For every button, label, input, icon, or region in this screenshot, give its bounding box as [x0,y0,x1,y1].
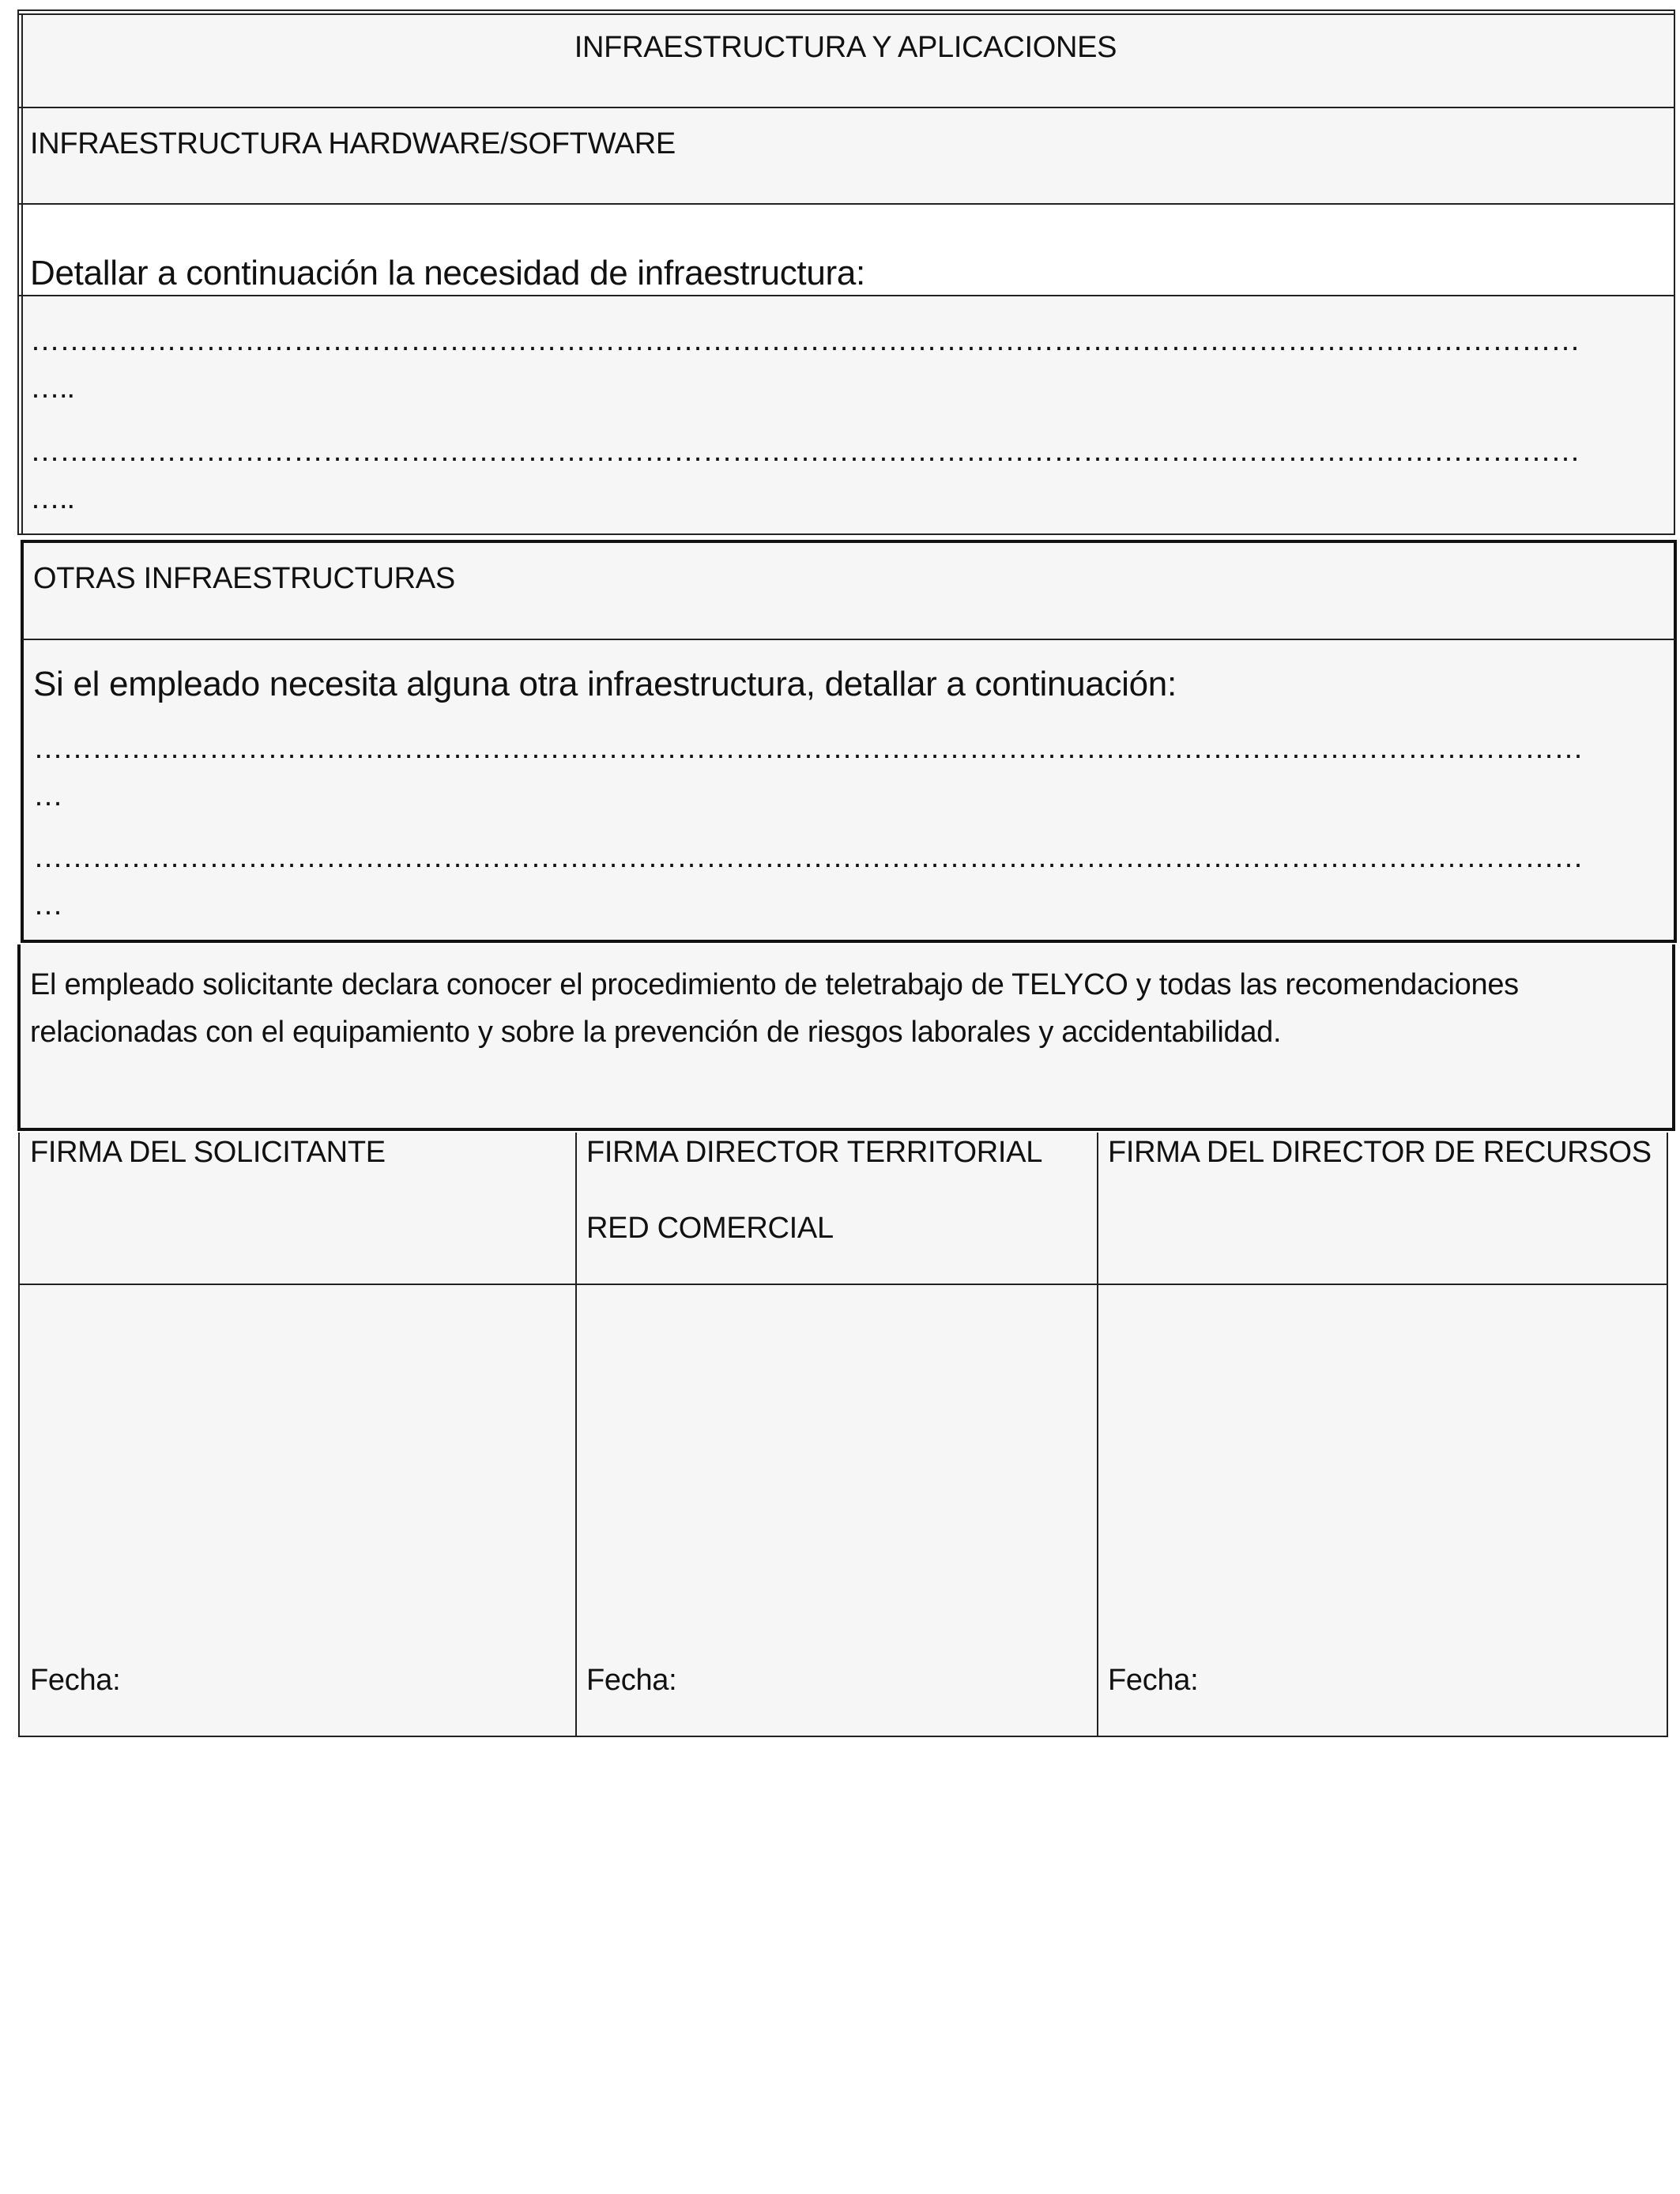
signature-director-recursos-title: FIRMA DEL DIRECTOR DE RECURSOS [1108,1136,1652,1169]
heading-divider [17,203,1675,205]
dotted-answer-line: …………………………………………………………………………………………………………………………………………… [33,843,1583,873]
declaration-line-1: El empleado solicitante declara conocer el procedimiento de teletrabajo de TELYCO y todas las recomendaciones [30,968,1519,1001]
divider [22,639,1675,640]
declaration-line-2: relacionadas con el equipamiento y sobre la prevención de riesgos laborales y accidentabilidad. [30,1016,1282,1049]
section1-bottom-rule [17,533,1675,535]
dotted-answer-line-tail: … [33,890,62,920]
signature-director-territorial-field[interactable] [578,1287,1095,1658]
date-label: Fecha: [1108,1664,1199,1697]
table-column-divider [575,1133,577,1737]
title-divider [17,107,1675,108]
otras-prompt: Si el empleado necesita alguna otra infraestructura, detallar a continuación: [33,665,1177,703]
dotted-answer-line: …………………………………………………………………………………………………………………………………………… [33,733,1583,763]
dotted-answer-line: …………………………………………………………………………………………………………………………………………… [30,326,1580,356]
table-column-divider [1097,1133,1098,1737]
section-title: INFRAESTRUCTURA Y APLICACIONES [574,31,1117,64]
table-right-border [1667,1133,1668,1737]
top-rule [17,13,1675,15]
section1-right-border [1674,9,1675,535]
date-label: Fecha: [30,1664,121,1697]
table-left-border [18,1133,20,1737]
signature-applicant-field[interactable] [21,1287,574,1658]
prompt-divider [17,295,1675,296]
detail-prompt: Detallar a continuación la necesidad de infraestructura: [30,254,865,292]
otras-heading: OTRAS INFRAESTRUCTURAS [33,562,455,595]
hardware-heading: INFRAESTRUCTURA HARDWARE/SOFTWARE [30,127,676,160]
dotted-answer-line-tail: ….. [30,484,75,514]
date-label: Fecha: [586,1664,677,1697]
table-bottom-border [19,1736,1667,1737]
signature-director-territorial-subtitle: RED COMERCIAL [586,1212,834,1245]
top-double-rule [17,9,1675,11]
dotted-answer-line-tail: ….. [30,373,75,403]
table-row-divider [19,1284,1667,1285]
signature-director-territorial-title: FIRMA DIRECTOR TERRITORIAL [586,1136,1043,1169]
section1-left-border [17,9,19,535]
signature-director-recursos-field[interactable] [1100,1287,1664,1658]
signature-applicant-title: FIRMA DEL SOLICITANTE [30,1136,386,1169]
dotted-answer-line: …………………………………………………………………………………………………………………………………………… [30,436,1580,466]
section1-left-inner-border [21,13,23,533]
dotted-answer-line-tail: … [33,781,62,811]
